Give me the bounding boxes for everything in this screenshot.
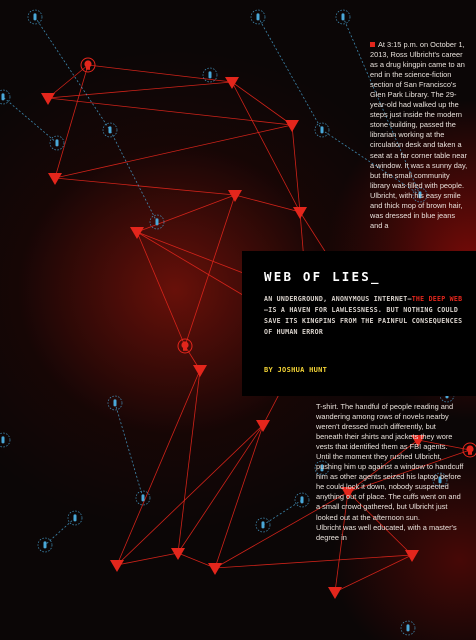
- network-link: [55, 125, 292, 178]
- skull-icon-jaw: [183, 348, 187, 351]
- triangle-marker-icon: [48, 173, 62, 185]
- person-icon: [34, 13, 37, 20]
- network-link: [137, 195, 235, 232]
- triangle-marker-icon: [208, 563, 222, 575]
- triangle-marker-icon: [41, 93, 55, 105]
- dashed-link: [258, 17, 322, 130]
- network-link: [55, 65, 88, 178]
- network-link: [55, 178, 235, 195]
- body-column-1: [370, 40, 468, 231]
- person-icon: [407, 624, 410, 631]
- body-text-1: At 3:15 p.m. on October 1, 2013, Ross Ulbricht's career as a drug kingpin came to an end in the science-fiction section of San Francisco's Glen Park Library. The 29-year-old had walked up the steps just inside the modern stone building, passed the librarian working at the circulation desk and taken a seat at a far corner table near a window. It was a sunny day, but the small community library was filled with people. Ulbricht, with his easy smile and thick mop of brown hair, was dressed in blue jeans and a: [370, 40, 468, 230]
- article-dek: [264, 294, 464, 338]
- dashed-link: [115, 403, 143, 498]
- person-icon: [56, 139, 59, 146]
- article-title: WEB OF LIES_: [264, 269, 381, 284]
- dek-text-start: AN UNDERGROUND, ANONYMOUS INTERNET—: [264, 295, 412, 303]
- network-link: [117, 553, 178, 565]
- person-icon: [301, 496, 304, 503]
- network-link: [137, 232, 185, 346]
- network-link: [117, 370, 200, 565]
- network-link: [48, 82, 232, 98]
- network-link: [335, 555, 412, 592]
- triangle-marker-icon: [225, 77, 239, 89]
- triangle-marker-icon: [405, 550, 419, 562]
- person-icon: [257, 13, 260, 20]
- network-link: [215, 425, 263, 568]
- network-link: [232, 82, 292, 125]
- person-icon: [2, 436, 5, 443]
- triangle-marker-icon: [110, 560, 124, 572]
- triangle-marker-icon: [130, 227, 144, 239]
- dashed-link: [35, 17, 110, 130]
- triangle-marker-icon: [328, 587, 342, 599]
- person-icon: [321, 126, 324, 133]
- person-icon: [156, 218, 159, 225]
- skull-icon: [466, 445, 473, 452]
- network-link: [117, 425, 263, 565]
- person-icon: [114, 399, 117, 406]
- person-icon: [44, 541, 47, 548]
- person-icon: [109, 126, 112, 133]
- skull-icon: [181, 341, 188, 348]
- person-icon: [209, 71, 212, 78]
- person-icon: [262, 521, 265, 528]
- network-link: [48, 98, 292, 125]
- person-icon: [74, 514, 77, 521]
- dek-text-end: —IS A HAVEN FOR LAWLESSNESS. BUT NOTHING COULD SAVE ITS KINGPINS FROM THE PAINFUL CONSEQUENCES OF HUMAN ERROR: [264, 306, 463, 336]
- triangle-marker-icon: [193, 365, 207, 377]
- person-icon: [342, 13, 345, 20]
- network-link: [185, 195, 235, 346]
- skull-icon: [84, 60, 91, 67]
- skull-icon-jaw: [86, 67, 90, 70]
- network-link: [232, 82, 300, 212]
- network-link: [215, 555, 412, 568]
- dashed-link: [3, 97, 57, 143]
- dashed-link: [45, 518, 75, 545]
- dashed-link: [110, 130, 157, 222]
- network-link: [235, 195, 300, 212]
- start-bullet-icon: [370, 42, 375, 47]
- person-icon: [2, 93, 5, 100]
- person-icon: [142, 494, 145, 501]
- network-link: [178, 553, 215, 568]
- byline: BY JOSHUA HUNT: [264, 366, 328, 374]
- body-column-2: [316, 402, 464, 543]
- triangle-marker-icon: [293, 207, 307, 219]
- body-text-2: T-shirt. The handful of people reading and wandering among rows of novels nearby weren't dressed much differently, but beneath their shirts and jackets they wore vests that identified them as FBI agents. Until the moment they rushed Ulbricht, pushing him up against a window to handcuff him as other agents seized his laptop before he could lock it down, nobody suspected anything out of place. The cuffs went on and a small crowd gathered, but Ulbricht just looked out at the afternoon sun. Ulbricht was well educated, with a master's degree in: [316, 402, 464, 542]
- skull-icon-jaw: [468, 452, 472, 455]
- dek-highlight: THE DEEP WEB: [411, 295, 463, 303]
